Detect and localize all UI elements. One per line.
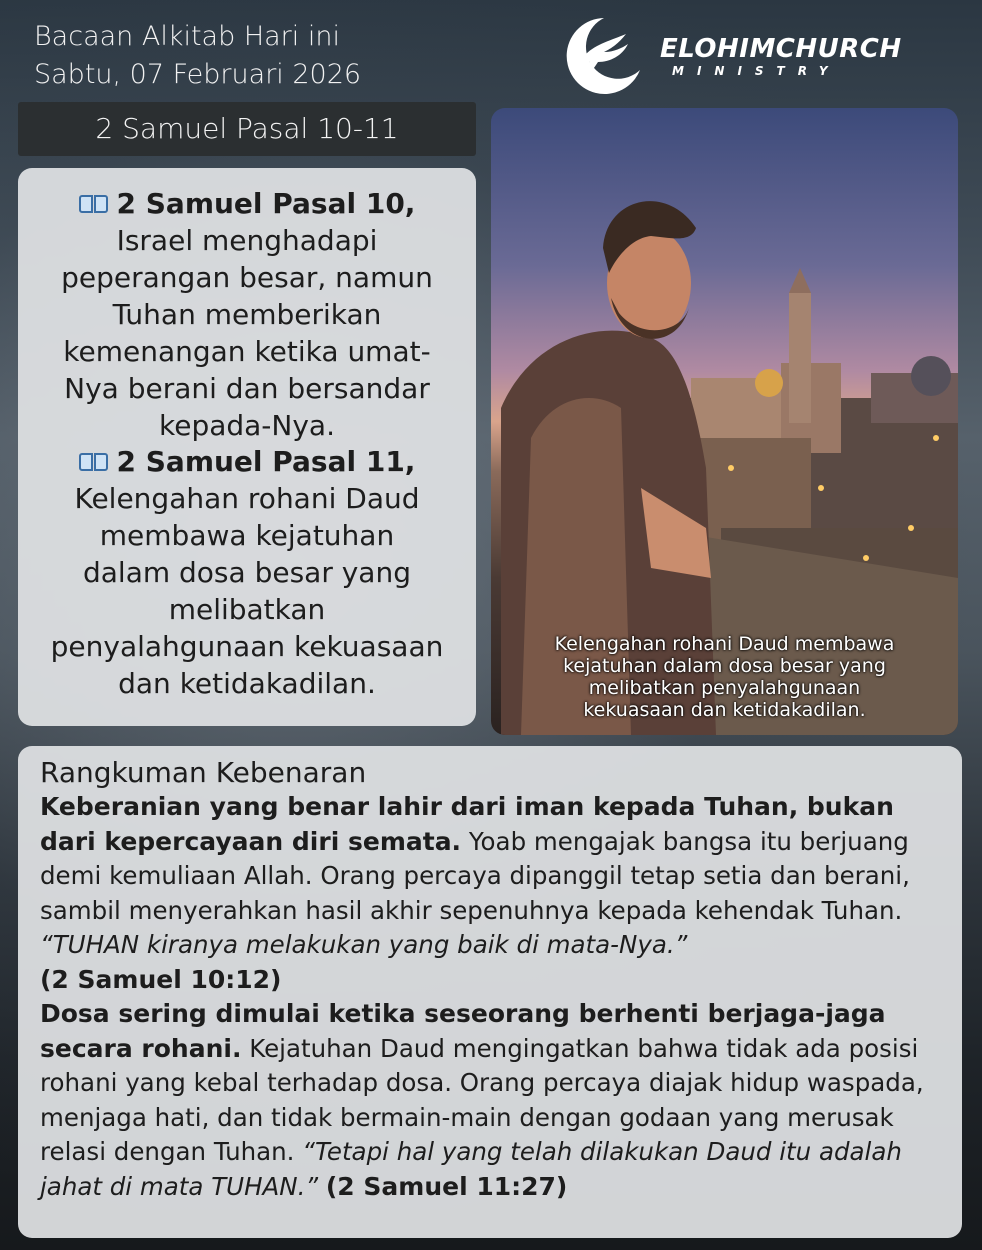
summary-title: Rangkuman Kebenaran xyxy=(40,756,367,789)
chapter-11-heading: 2 Samuel Pasal 11, xyxy=(28,444,466,480)
open-book-icon xyxy=(79,193,109,215)
chapter-10-text: Israel menghadapi peperangan besar, namun Tuhan memberikan kemenangan ketika umat- Nya berani dan bersandar kepada-Nya. xyxy=(61,224,433,442)
david-city-illustration xyxy=(491,108,958,735)
header-title: Bacaan Alkitab Hari ini xyxy=(34,21,340,52)
photo-caption: Kelengahan rohani Daud membawa kejatuhan dalam dosa besar yang melibatkan penyalahgunaan kekuasaan dan ketidakadilan. xyxy=(554,633,895,721)
summary-paragraph-2: Dosa sering dimulai ketika seseorang berhenti berjaga-jaga secara rohani. Kejatuhan Daud mengingatkan bahwa tidak ada posisi rohani yang kebal terhadap dosa. Orang percaya diajak hidup waspada, menjaga hati, dan tidak bermain-main dengan godaan yang merusak relasi dengan Tuhan. “Tetapi hal yang telah dilakukan Daud itu adalah jahat di mata TUHAN.” (2 Samuel 11:27) xyxy=(40,999,924,1201)
open-book-icon xyxy=(79,451,109,473)
dove-moon-icon xyxy=(556,14,646,94)
chapter-10-heading: 2 Samuel Pasal 10, xyxy=(28,186,466,222)
logo-title: ELOHIMCHURCH xyxy=(660,34,902,64)
header-date: Sabtu, 07 Februari 2026 xyxy=(34,59,362,90)
logo-subtitle: MINISTRY xyxy=(672,64,841,78)
chapter-bar: 2 Samuel Pasal 10-11 xyxy=(18,102,476,156)
chapter-summary-card xyxy=(18,168,476,726)
church-logo xyxy=(556,14,906,94)
header-date-block xyxy=(34,18,361,94)
chapter-11-text: Kelengahan rohani Daud membawa kejatuhan dalam dosa besar yang melibatkan penyalahgunaan kekuasaan dan ketidakadilan. xyxy=(50,482,444,700)
summary-paragraph-1: Keberanian yang benar lahir dari iman kepada Tuhan, bukan dari kepercayaan diri semata. Yoab mengajak bangsa itu berjuang demi kemuliaan Allah. Orang percaya dipanggil tetap setia dan berani, sambil menyerahkan hasil akhir sepenuhnya kepada kehendak Tuhan. “TUHAN kiranya melakukan yang baik di mata-Nya.” (2 Samuel 10:12) xyxy=(40,792,910,994)
truth-summary-card xyxy=(18,746,962,1238)
